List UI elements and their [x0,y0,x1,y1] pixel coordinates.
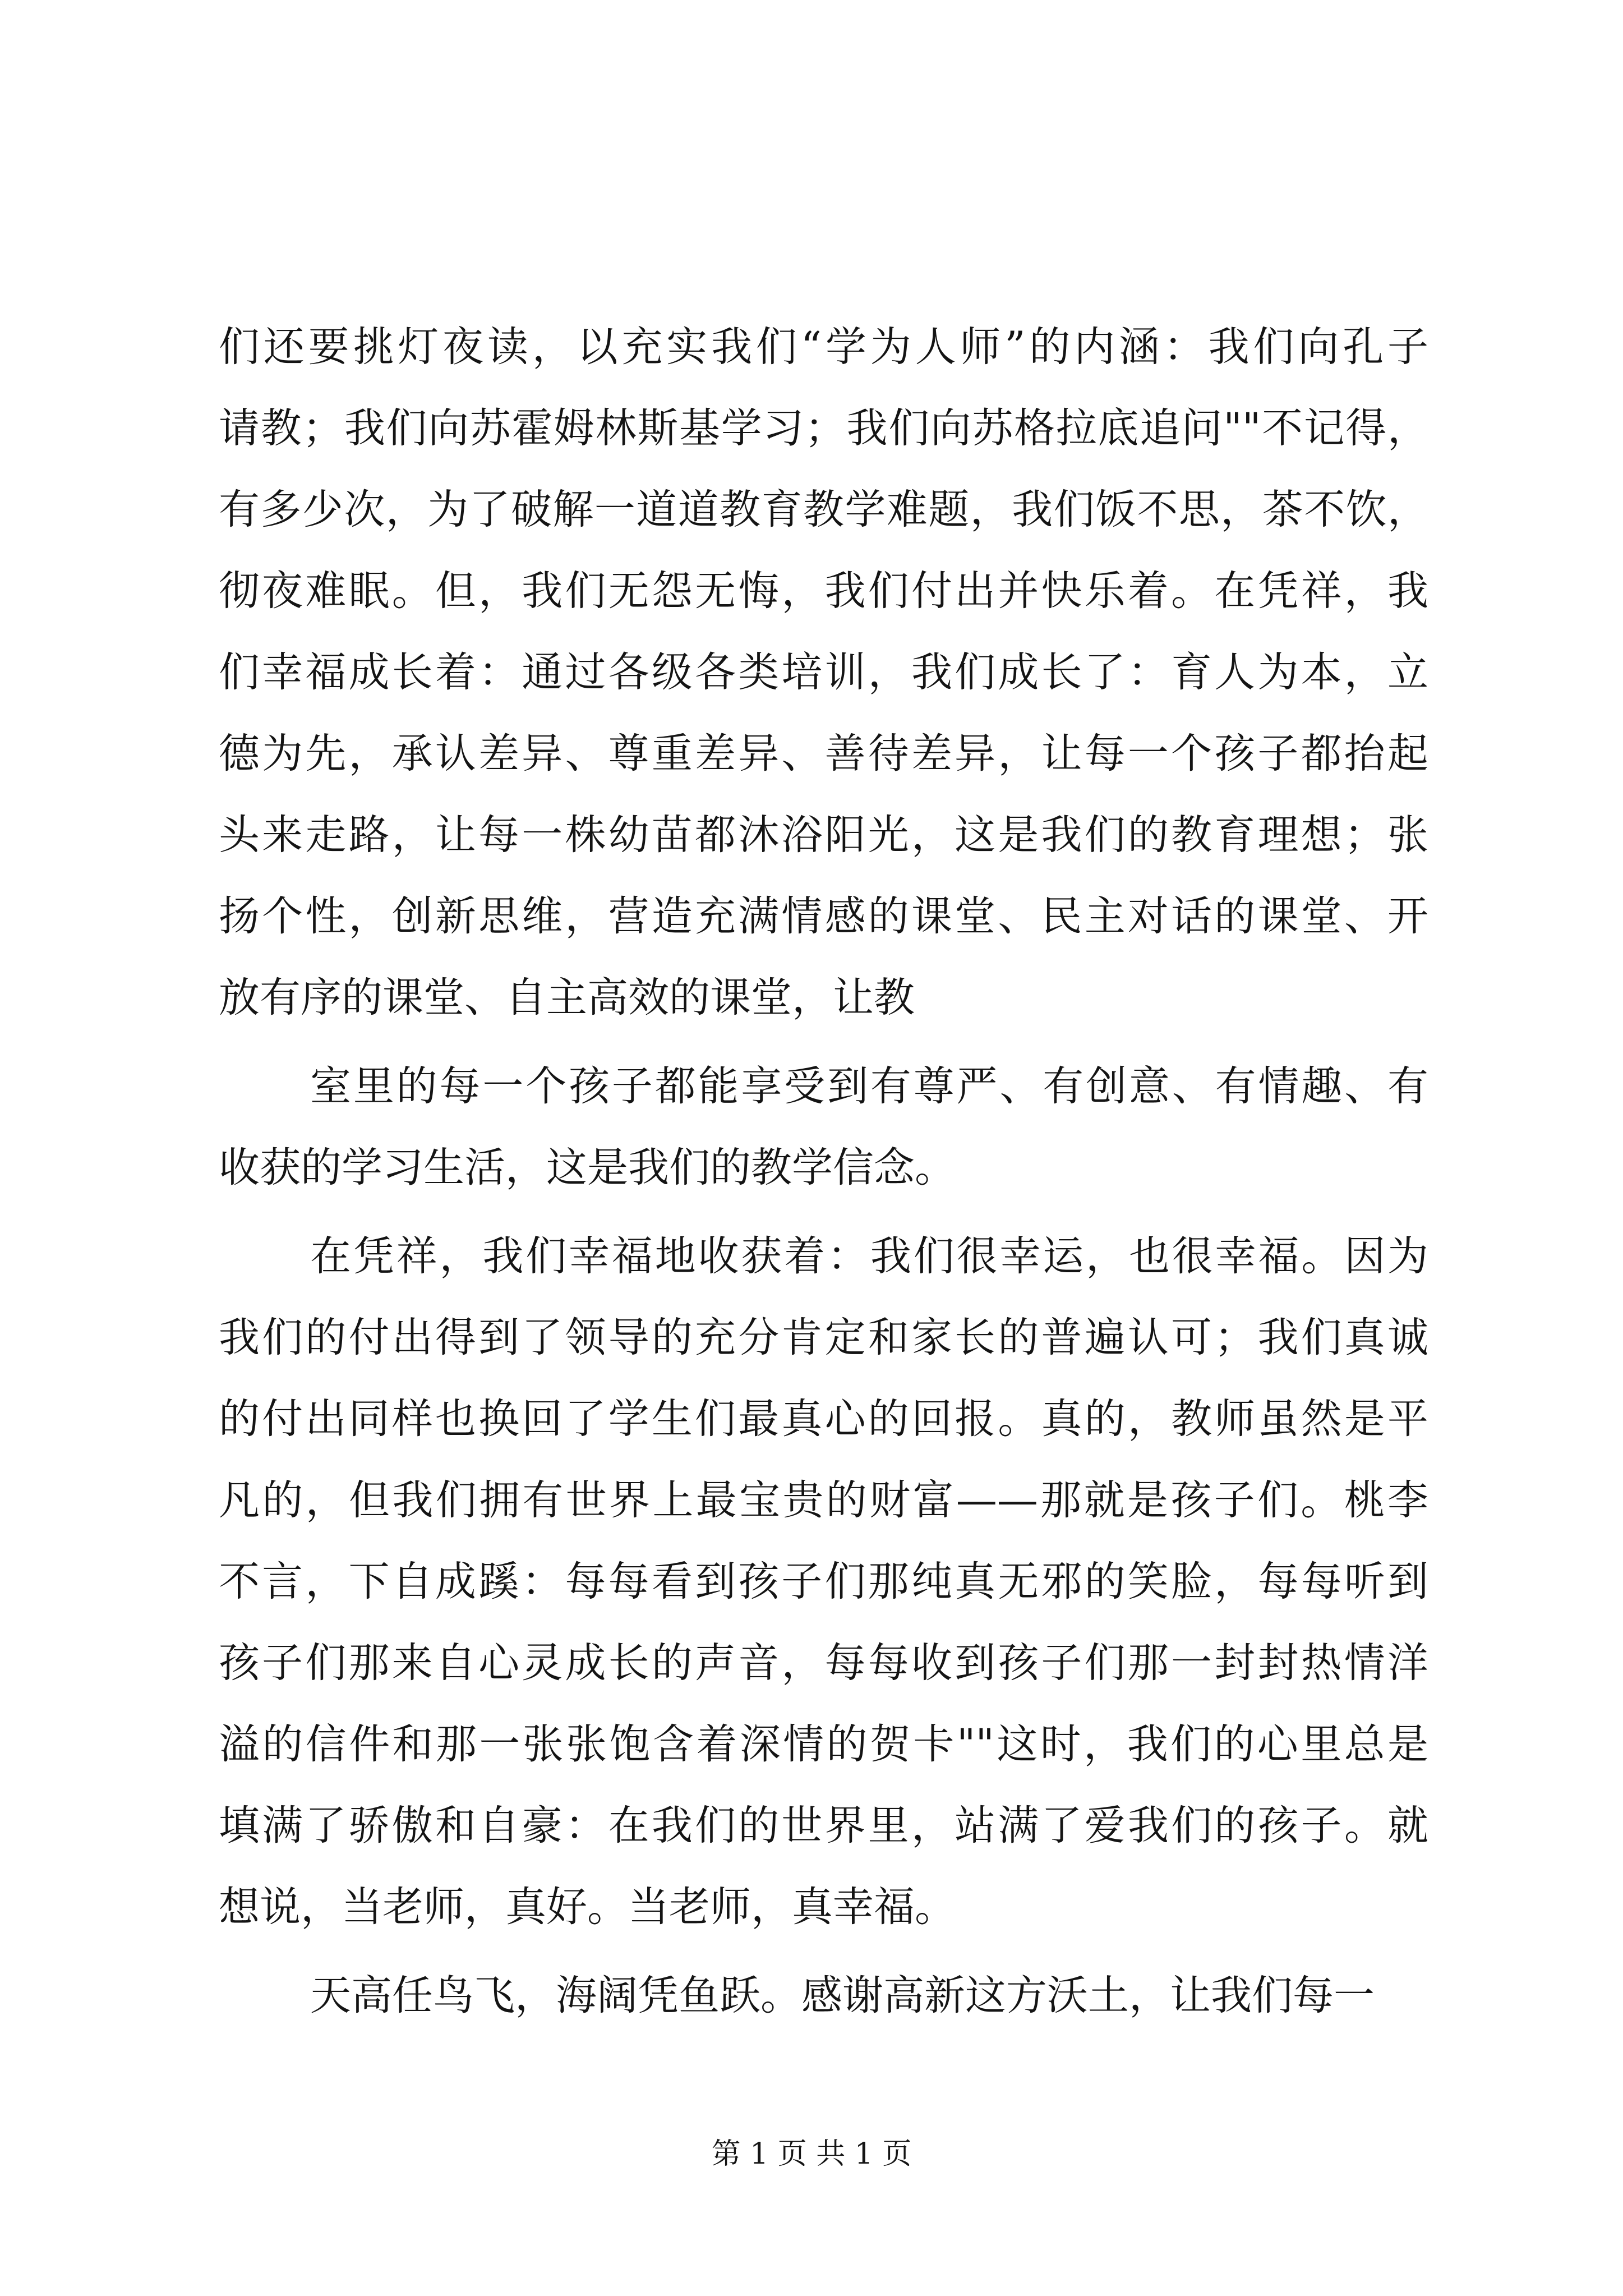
text-line: 放有序的课堂、自主高效的课堂，让教 [219,974,915,1022]
text-line: 我们的付出得到了领导的充分肯定和家长的普遍认可；我们真诚 [219,1314,1428,1361]
text-line: 填满了骄傲和自豪：在我们的世界里，站满了爱我们的孩子。就 [219,1802,1428,1849]
paragraph [219,306,1428,1038]
text-line: 收获的学习生活，这是我们的教学信念。 [219,1144,956,1191]
text-line: 有多少次，为了破解一道道教育教学难题，我们饭不思，茶不饮， [219,486,1428,533]
text-line: 凡的，但我们拥有世界上最宝贵的财富——那就是孩子们。桃李 [219,1476,1428,1524]
paragraph [219,1955,1428,2036]
paragraph [219,1046,1428,1208]
text-line: 们还要挑灯夜读，以充实我们“学为人师”的内涵：我们向孔子 [219,323,1428,371]
text-line: 溢的信件和那一张张饱含着深情的贺卡""这时，我们的心里总是 [219,1720,1428,1768]
text-line: 请教；我们向苏霍姆林斯基学习；我们向苏格拉底追问""不记得， [219,404,1428,452]
text-line: 彻夜难眠。但，我们无怨无悔，我们付出并快乐着。在凭祥，我 [219,567,1428,615]
text-line: 室里的每一个孩子都能享受到有尊严、有创意、有情趣、有 [310,1062,1428,1110]
text-line: 孩子们那来自心灵成长的声音，每每收到孩子们那一封封热情洋 [219,1639,1428,1687]
paragraph [219,1216,1428,1948]
page-footer: 第 1 页 共 1 页 [711,2137,912,2171]
text-line: 头来走路，让每一株幼苗都沐浴阳光，这是我们的教育理想；张 [219,811,1428,859]
text-line: 在凭祥，我们幸福地收获着：我们很幸运，也很幸福。因为 [310,1232,1428,1280]
text-line: 德为先，承认差异、尊重差异、善待差异，让每一个孩子都抬起 [219,730,1428,777]
document-body [219,306,1428,2036]
text-line: 们幸福成长着：通过各级各类培训，我们成长了：育人为本，立 [219,648,1428,696]
text-line: 扬个性，创新思维，营造充满情感的课堂、民主对话的课堂、开 [219,892,1428,940]
text-line: 的付出同样也换回了学生们最真心的回报。真的，教师虽然是平 [219,1395,1428,1443]
text-line: 不言，下自成蹊：每每看到孩子们那纯真无邪的笑脸，每每听到 [219,1558,1428,1605]
text-line: 天高任鸟飞，海阔凭鱼跃。感谢高新这方沃土，让我们每一 [310,1972,1375,2019]
text-line: 想说，当老师，真好。当老师，真幸福。 [219,1883,956,1931]
